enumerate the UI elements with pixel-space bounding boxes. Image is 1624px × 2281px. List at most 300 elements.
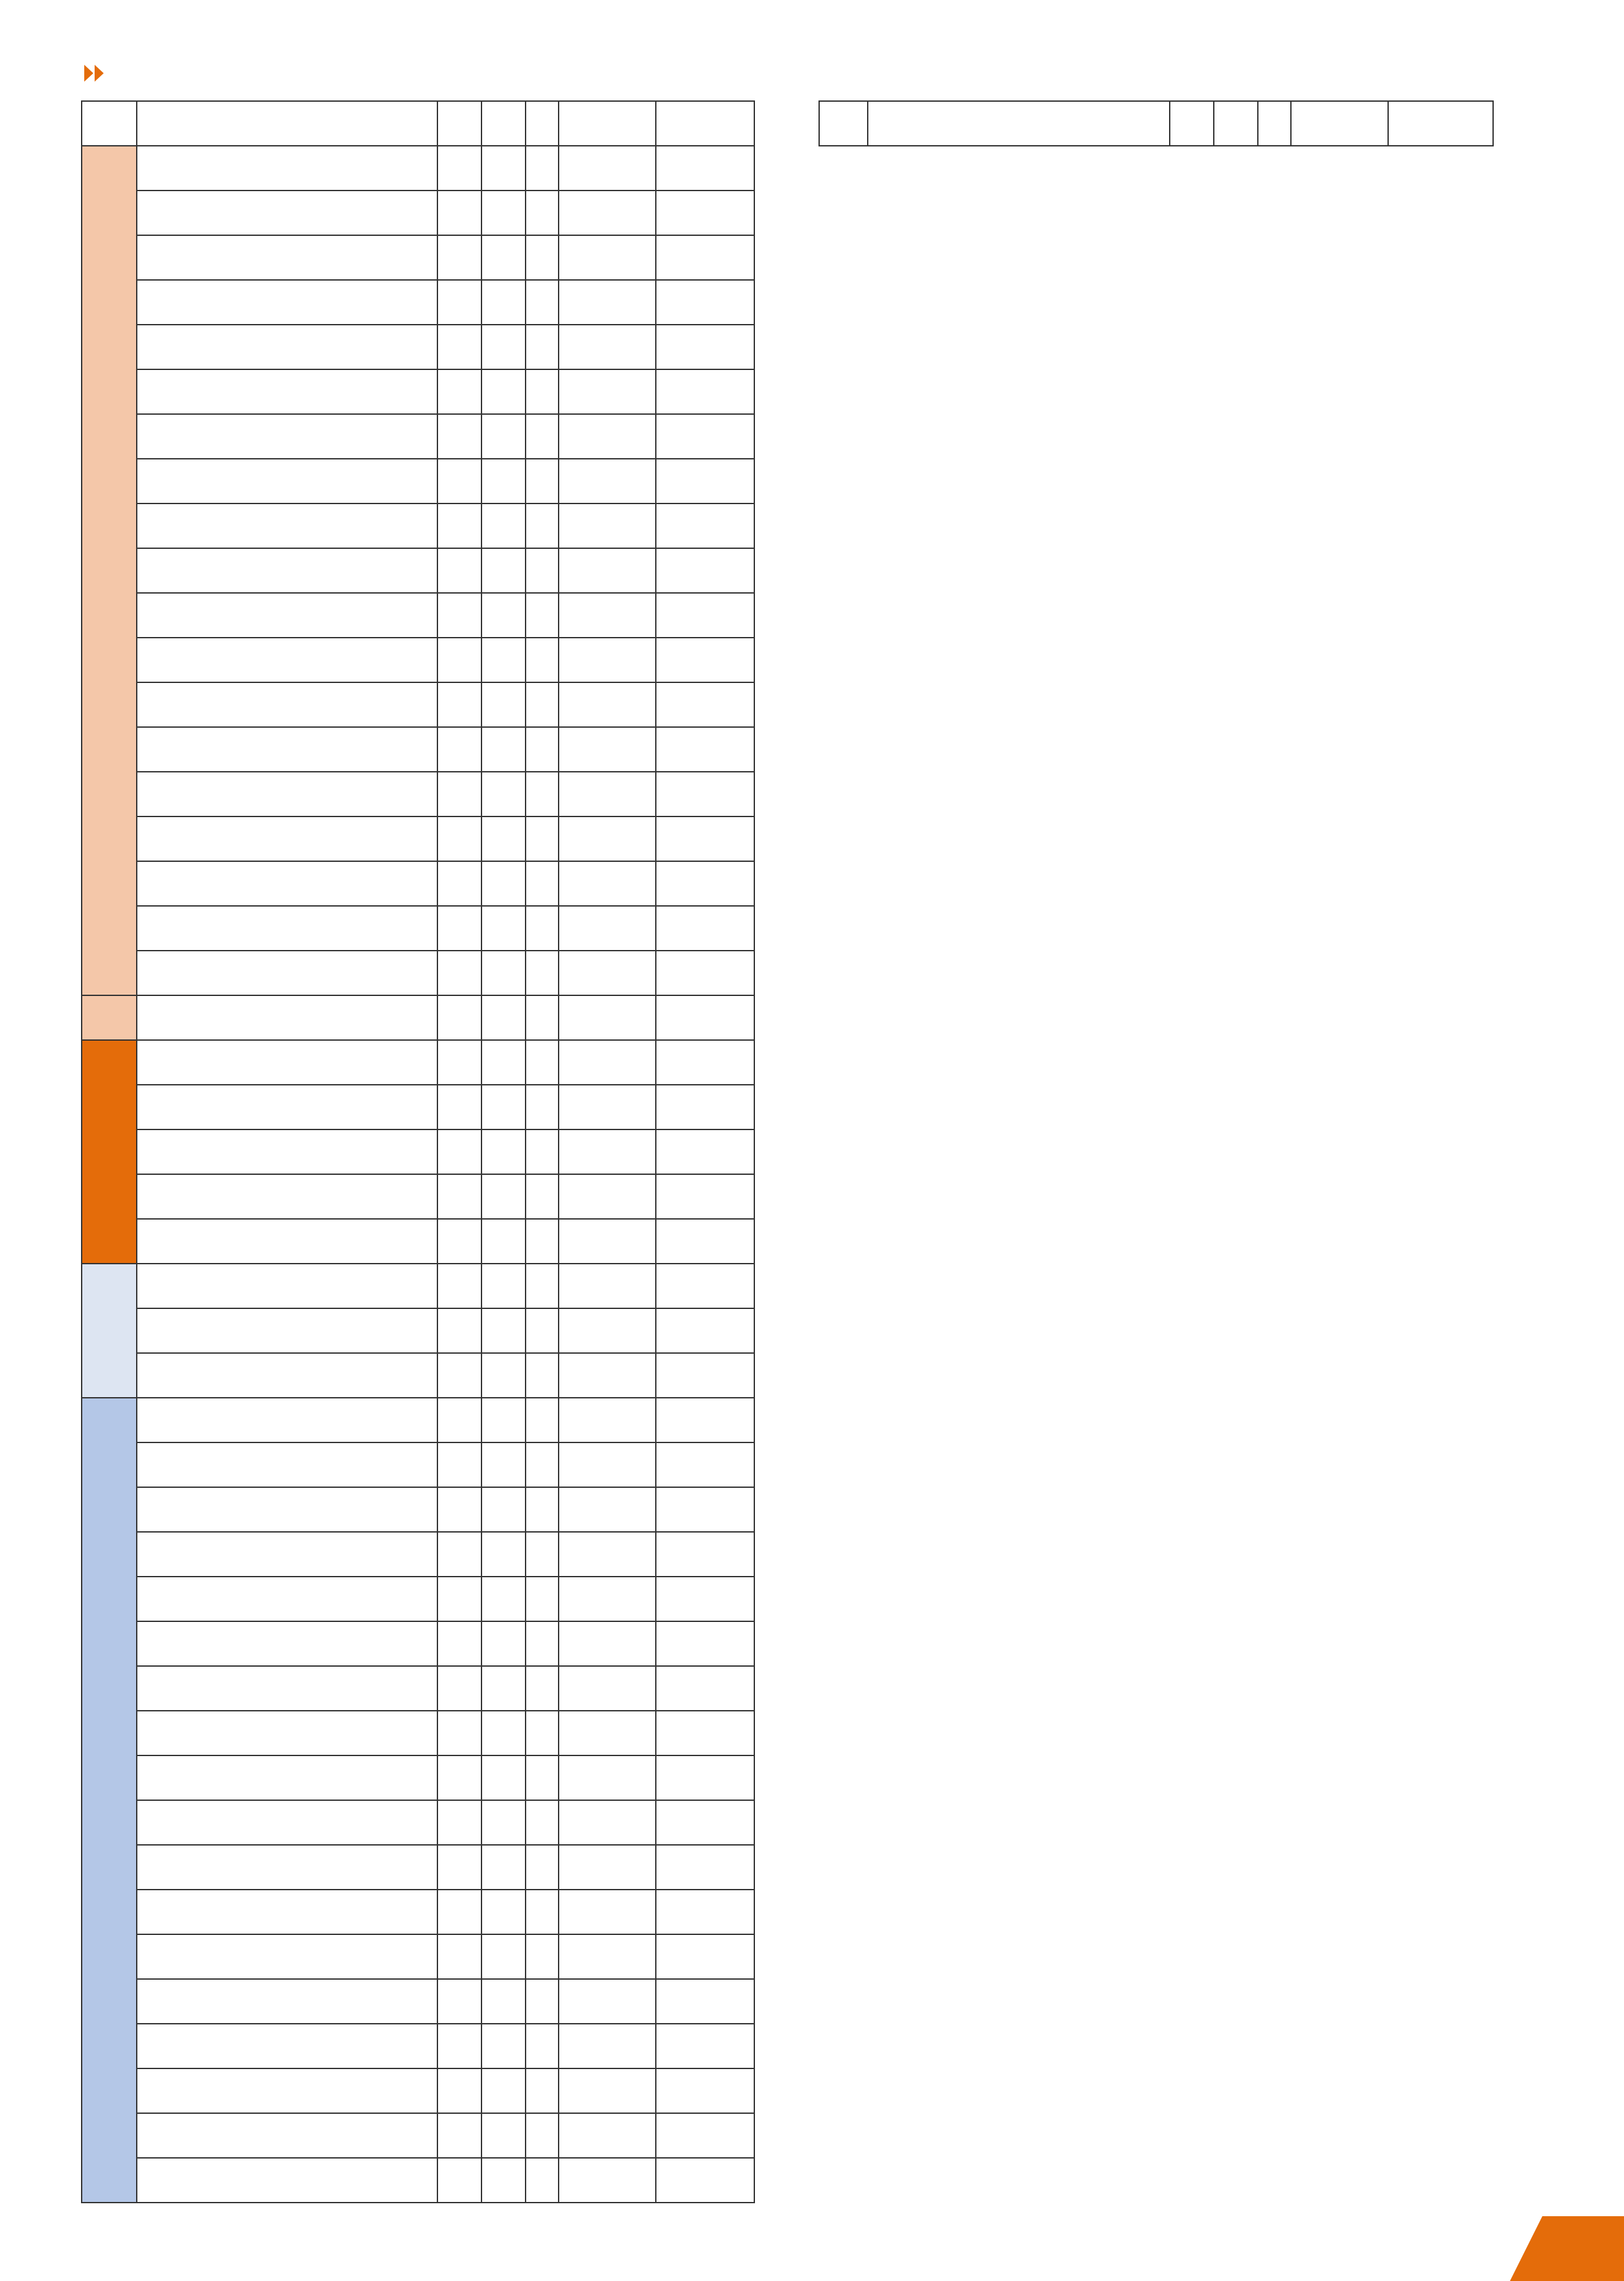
course-name-cell	[137, 459, 437, 504]
course-credit-cell	[526, 638, 559, 682]
course-teacher-cell	[656, 1353, 754, 1398]
course-fee-cell	[481, 235, 526, 280]
col-header-type	[437, 101, 481, 146]
course-name-cell	[137, 816, 437, 861]
course-credit-cell	[526, 1890, 559, 1934]
course-teacher-cell	[656, 2113, 754, 2158]
course-type-cell	[437, 1890, 481, 1934]
table-row	[82, 1711, 754, 1755]
table-row	[82, 1353, 754, 1398]
course-credit-cell	[526, 1845, 559, 1890]
course-type-cell	[437, 1398, 481, 1442]
table-row	[82, 325, 754, 369]
course-teacher-cell	[656, 1085, 754, 1129]
course-credit-cell	[526, 235, 559, 280]
course-name-cell	[137, 861, 437, 906]
course-time-cell	[559, 1890, 656, 1934]
course-time-cell	[559, 1800, 656, 1845]
course-time-cell	[559, 593, 656, 638]
course-fee-cell	[481, 1040, 526, 1085]
col-header-time	[1291, 101, 1388, 146]
course-name-cell	[137, 1353, 437, 1398]
table-row	[82, 280, 754, 325]
course-name-cell	[137, 1845, 437, 1890]
course-table-left	[81, 100, 755, 2203]
course-time-cell	[559, 459, 656, 504]
course-fee-cell	[481, 1621, 526, 1666]
table-row	[82, 504, 754, 548]
table-row	[82, 638, 754, 682]
course-teacher-cell	[656, 1666, 754, 1711]
course-name-cell	[137, 1800, 437, 1845]
course-fee-cell	[481, 1577, 526, 1621]
course-fee-cell	[481, 2158, 526, 2203]
course-time-cell	[559, 1174, 656, 1219]
course-credit-cell	[526, 1264, 559, 1308]
table-row	[82, 414, 754, 459]
col-header-teacher	[1388, 101, 1493, 146]
course-name-cell	[137, 1398, 437, 1442]
course-credit-cell	[526, 1621, 559, 1666]
course-type-cell	[437, 2158, 481, 2203]
course-fee-cell	[481, 548, 526, 593]
course-type-cell	[437, 995, 481, 1040]
course-credit-cell	[526, 1219, 559, 1264]
table-row	[82, 1979, 754, 2024]
course-fee-cell	[481, 861, 526, 906]
course-name-cell	[137, 1129, 437, 1174]
table-row	[82, 727, 754, 772]
course-name-cell	[137, 414, 437, 459]
course-credit-cell	[526, 727, 559, 772]
course-teacher-cell	[656, 772, 754, 816]
course-credit-cell	[526, 1353, 559, 1398]
course-teacher-cell	[656, 1487, 754, 1532]
table-header-row	[82, 101, 754, 146]
course-teacher-cell	[656, 369, 754, 414]
course-name-cell	[137, 1487, 437, 1532]
course-fee-cell	[481, 682, 526, 727]
col-header-credit	[1258, 101, 1291, 146]
course-type-cell	[437, 1934, 481, 1979]
course-time-cell	[559, 1934, 656, 1979]
course-type-cell	[437, 906, 481, 951]
course-name-cell	[137, 1442, 437, 1487]
course-name-cell	[137, 593, 437, 638]
course-fee-cell	[481, 280, 526, 325]
course-time-cell	[559, 504, 656, 548]
course-fee-cell	[481, 1487, 526, 1532]
course-type-cell	[437, 1308, 481, 1353]
course-fee-cell	[481, 1264, 526, 1308]
course-time-cell	[559, 1845, 656, 1890]
table-row	[82, 459, 754, 504]
course-credit-cell	[526, 1398, 559, 1442]
course-time-cell	[559, 1129, 656, 1174]
course-name-cell	[137, 1040, 437, 1085]
course-type-cell	[437, 1264, 481, 1308]
table-row	[82, 191, 754, 235]
course-name-cell	[137, 146, 437, 191]
course-type-cell	[437, 325, 481, 369]
course-name-cell	[137, 1621, 437, 1666]
course-teacher-cell	[656, 1398, 754, 1442]
course-time-cell	[559, 2158, 656, 2203]
course-time-cell	[559, 2113, 656, 2158]
dept-cell	[82, 995, 137, 1040]
table-row	[82, 2068, 754, 2113]
course-teacher-cell	[656, 459, 754, 504]
course-credit-cell	[526, 280, 559, 325]
course-type-cell	[437, 2024, 481, 2068]
course-credit-cell	[526, 1085, 559, 1129]
table-row	[82, 1532, 754, 1577]
course-credit-cell	[526, 593, 559, 638]
table-row	[82, 1129, 754, 1174]
course-credit-cell	[526, 906, 559, 951]
table-row	[82, 772, 754, 816]
course-time-cell	[559, 146, 656, 191]
course-credit-cell	[526, 1442, 559, 1487]
course-fee-cell	[481, 1755, 526, 1800]
course-time-cell	[559, 325, 656, 369]
course-time-cell	[559, 682, 656, 727]
course-type-cell	[437, 504, 481, 548]
table-row	[82, 1219, 754, 1264]
course-credit-cell	[526, 414, 559, 459]
course-teacher-cell	[656, 1800, 754, 1845]
course-time-cell	[559, 280, 656, 325]
course-name-cell	[137, 2158, 437, 2203]
course-fee-cell	[481, 816, 526, 861]
course-teacher-cell	[656, 861, 754, 906]
course-type-cell	[437, 146, 481, 191]
table-row	[82, 2024, 754, 2068]
course-time-cell	[559, 1219, 656, 1264]
course-type-cell	[437, 682, 481, 727]
col-header-course	[868, 101, 1170, 146]
course-type-cell	[437, 1219, 481, 1264]
col-header-fee	[1214, 101, 1258, 146]
table-row	[82, 682, 754, 727]
course-name-cell	[137, 369, 437, 414]
course-credit-cell	[526, 459, 559, 504]
course-type-cell	[437, 1532, 481, 1577]
course-type-cell	[437, 772, 481, 816]
col-header-dept	[819, 101, 868, 146]
course-credit-cell	[526, 191, 559, 235]
course-type-cell	[437, 727, 481, 772]
course-time-cell	[559, 369, 656, 414]
col-header-course	[137, 101, 437, 146]
course-fee-cell	[481, 369, 526, 414]
double-arrow-icon	[84, 62, 108, 84]
course-type-cell	[437, 2113, 481, 2158]
course-credit-cell	[526, 2158, 559, 2203]
table-row	[82, 1487, 754, 1532]
course-fee-cell	[481, 191, 526, 235]
course-time-cell	[559, 1487, 656, 1532]
table-row	[82, 1085, 754, 1129]
course-name-cell	[137, 1934, 437, 1979]
table-row	[82, 1755, 754, 1800]
course-fee-cell	[481, 2068, 526, 2113]
course-type-cell	[437, 1711, 481, 1755]
course-type-cell	[437, 1487, 481, 1532]
course-name-cell	[137, 1890, 437, 1934]
course-fee-cell	[481, 1442, 526, 1487]
course-fee-cell	[481, 951, 526, 995]
course-credit-cell	[526, 1532, 559, 1577]
course-type-cell	[437, 280, 481, 325]
course-name-cell	[137, 1174, 437, 1219]
course-credit-cell	[526, 1308, 559, 1353]
course-teacher-cell	[656, 951, 754, 995]
course-type-cell	[437, 861, 481, 906]
course-time-cell	[559, 1085, 656, 1129]
course-name-cell	[137, 2024, 437, 2068]
course-teacher-cell	[656, 504, 754, 548]
course-type-cell	[437, 1621, 481, 1666]
course-teacher-cell	[656, 325, 754, 369]
course-credit-cell	[526, 1129, 559, 1174]
course-teacher-cell	[656, 280, 754, 325]
table-row	[82, 1890, 754, 1934]
table-row	[82, 816, 754, 861]
course-credit-cell	[526, 325, 559, 369]
course-credit-cell	[526, 682, 559, 727]
table-row	[82, 548, 754, 593]
course-type-cell	[437, 638, 481, 682]
table-row	[82, 1934, 754, 1979]
course-name-cell	[137, 638, 437, 682]
course-credit-cell	[526, 146, 559, 191]
course-time-cell	[559, 1621, 656, 1666]
course-time-cell	[559, 951, 656, 995]
course-type-cell	[437, 1666, 481, 1711]
course-fee-cell	[481, 1666, 526, 1711]
course-name-cell	[137, 2068, 437, 2113]
course-credit-cell	[526, 1711, 559, 1755]
course-time-cell	[559, 1442, 656, 1487]
course-fee-cell	[481, 593, 526, 638]
course-fee-cell	[481, 1129, 526, 1174]
table-row	[82, 2158, 754, 2203]
course-name-cell	[137, 1979, 437, 2024]
course-time-cell	[559, 1040, 656, 1085]
table-row	[82, 1845, 754, 1890]
course-fee-cell	[481, 1398, 526, 1442]
course-fee-cell	[481, 2024, 526, 2068]
table-row	[82, 1577, 754, 1621]
course-teacher-cell	[656, 548, 754, 593]
course-time-cell	[559, 772, 656, 816]
course-type-cell	[437, 1040, 481, 1085]
course-time-cell	[559, 548, 656, 593]
course-fee-cell	[481, 325, 526, 369]
course-credit-cell	[526, 1800, 559, 1845]
course-credit-cell	[526, 1174, 559, 1219]
table-row	[82, 1621, 754, 1666]
col-header-fee	[481, 101, 526, 146]
course-type-cell	[437, 1085, 481, 1129]
course-fee-cell	[481, 1800, 526, 1845]
course-name-cell	[137, 1308, 437, 1353]
course-credit-cell	[526, 1934, 559, 1979]
course-teacher-cell	[656, 1934, 754, 1979]
course-teacher-cell	[656, 816, 754, 861]
course-credit-cell	[526, 1040, 559, 1085]
course-name-cell	[137, 1264, 437, 1308]
course-fee-cell	[481, 772, 526, 816]
table-row	[82, 1174, 754, 1219]
course-fee-cell	[481, 1845, 526, 1890]
course-name-cell	[137, 1532, 437, 1577]
table-row	[82, 369, 754, 414]
course-time-cell	[559, 861, 656, 906]
course-teacher-cell	[656, 638, 754, 682]
course-time-cell	[559, 995, 656, 1040]
course-teacher-cell	[656, 1711, 754, 1755]
course-name-cell	[137, 1577, 437, 1621]
course-teacher-cell	[656, 2024, 754, 2068]
course-fee-cell	[481, 414, 526, 459]
dept-cell	[82, 146, 137, 995]
course-teacher-cell	[656, 593, 754, 638]
col-header-credit	[526, 101, 559, 146]
course-fee-cell	[481, 638, 526, 682]
course-time-cell	[559, 1666, 656, 1711]
table-row	[82, 146, 754, 191]
course-time-cell	[559, 414, 656, 459]
course-credit-cell	[526, 369, 559, 414]
course-fee-cell	[481, 459, 526, 504]
course-credit-cell	[526, 772, 559, 816]
course-fee-cell	[481, 1711, 526, 1755]
course-name-cell	[137, 727, 437, 772]
course-name-cell	[137, 548, 437, 593]
course-teacher-cell	[656, 235, 754, 280]
course-name-cell	[137, 906, 437, 951]
table-row	[82, 1666, 754, 1711]
course-fee-cell	[481, 727, 526, 772]
course-type-cell	[437, 1979, 481, 2024]
course-name-cell	[137, 1711, 437, 1755]
course-type-cell	[437, 1174, 481, 1219]
table-row	[82, 593, 754, 638]
course-type-cell	[437, 1845, 481, 1890]
course-credit-cell	[526, 2068, 559, 2113]
table-row	[82, 906, 754, 951]
course-type-cell	[437, 191, 481, 235]
course-type-cell	[437, 593, 481, 638]
table-header-row	[819, 101, 1493, 146]
course-time-cell	[559, 1532, 656, 1577]
course-name-cell	[137, 1219, 437, 1264]
course-name-cell	[137, 2113, 437, 2158]
course-name-cell	[137, 325, 437, 369]
course-type-cell	[437, 414, 481, 459]
course-teacher-cell	[656, 1442, 754, 1487]
course-type-cell	[437, 459, 481, 504]
course-teacher-cell	[656, 1621, 754, 1666]
table-row	[82, 861, 754, 906]
dept-cell	[82, 1398, 137, 2203]
course-fee-cell	[481, 1219, 526, 1264]
course-teacher-cell	[656, 2068, 754, 2113]
table-row	[82, 1264, 754, 1308]
course-name-cell	[137, 682, 437, 727]
course-credit-cell	[526, 1979, 559, 2024]
course-time-cell	[559, 1711, 656, 1755]
course-fee-cell	[481, 1308, 526, 1353]
course-teacher-cell	[656, 1755, 754, 1800]
course-type-cell	[437, 1129, 481, 1174]
course-credit-cell	[526, 504, 559, 548]
course-fee-cell	[481, 995, 526, 1040]
course-time-cell	[559, 906, 656, 951]
course-name-cell	[137, 1666, 437, 1711]
course-teacher-cell	[656, 906, 754, 951]
course-fee-cell	[481, 1890, 526, 1934]
course-name-cell	[137, 772, 437, 816]
course-teacher-cell	[656, 727, 754, 772]
course-time-cell	[559, 1308, 656, 1353]
course-fee-cell	[481, 1934, 526, 1979]
course-time-cell	[559, 235, 656, 280]
table-row	[82, 1800, 754, 1845]
course-name-cell	[137, 504, 437, 548]
course-fee-cell	[481, 1353, 526, 1398]
course-time-cell	[559, 816, 656, 861]
col-header-teacher	[656, 101, 754, 146]
table-row	[82, 1040, 754, 1085]
course-fee-cell	[481, 906, 526, 951]
col-header-dept	[82, 101, 137, 146]
course-name-cell	[137, 995, 437, 1040]
course-name-cell	[137, 1085, 437, 1129]
course-credit-cell	[526, 816, 559, 861]
course-credit-cell	[526, 1577, 559, 1621]
course-teacher-cell	[656, 1040, 754, 1085]
course-time-cell	[559, 1577, 656, 1621]
course-type-cell	[437, 369, 481, 414]
table-row	[82, 1398, 754, 1442]
course-fee-cell	[481, 504, 526, 548]
course-teacher-cell	[656, 1264, 754, 1308]
dept-cell	[82, 1040, 137, 1264]
course-teacher-cell	[656, 995, 754, 1040]
course-credit-cell	[526, 861, 559, 906]
course-credit-cell	[526, 548, 559, 593]
course-time-cell	[559, 1755, 656, 1800]
course-time-cell	[559, 1353, 656, 1398]
course-type-cell	[437, 816, 481, 861]
course-teacher-cell	[656, 1219, 754, 1264]
course-name-cell	[137, 280, 437, 325]
course-teacher-cell	[656, 682, 754, 727]
course-name-cell	[137, 951, 437, 995]
course-teacher-cell	[656, 1532, 754, 1577]
course-teacher-cell	[656, 1577, 754, 1621]
course-time-cell	[559, 2068, 656, 2113]
page-corner-tab	[1510, 2216, 1624, 2281]
table-row	[82, 1442, 754, 1487]
course-teacher-cell	[656, 1308, 754, 1353]
course-teacher-cell	[656, 1845, 754, 1890]
course-type-cell	[437, 548, 481, 593]
course-fee-cell	[481, 1979, 526, 2024]
